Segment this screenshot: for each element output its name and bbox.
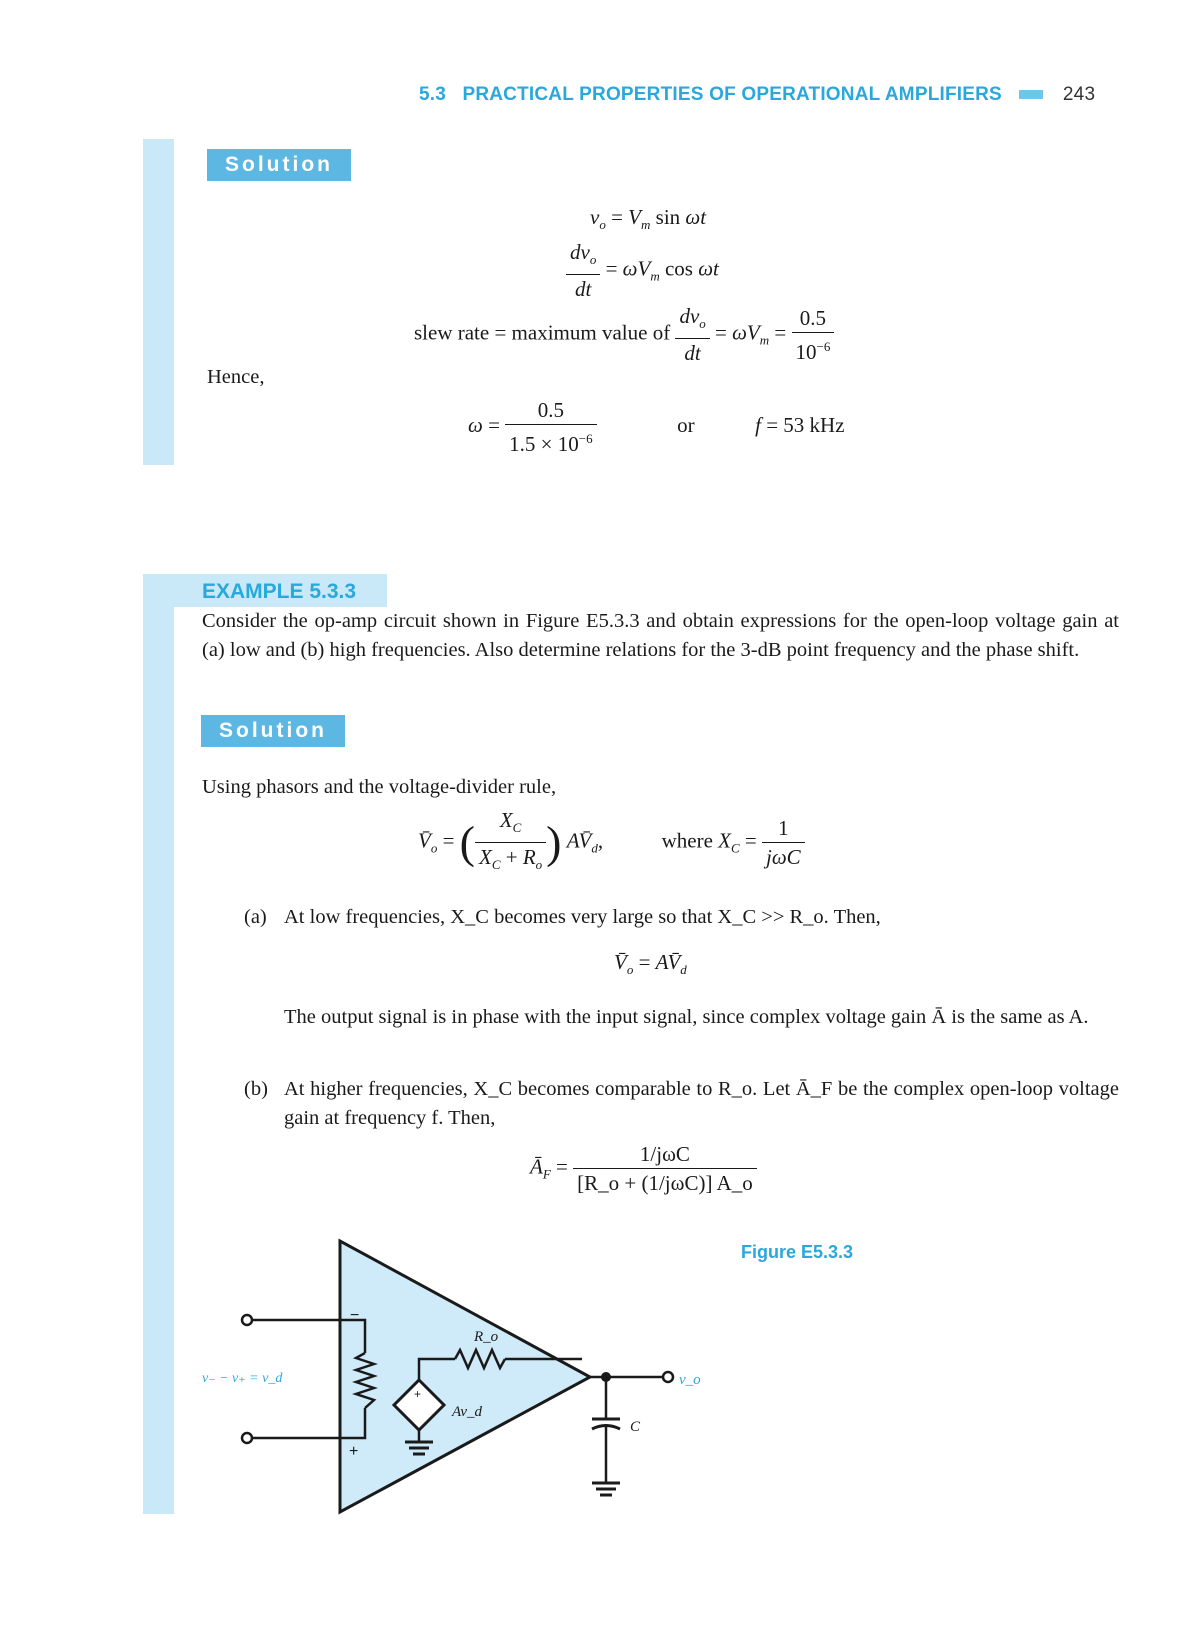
- equation-voltage-divider: $V̄_o$ = ( $\frac{X_C}{X_C + R_o}$ ) $AV̄_d$, where $X_C$ = $\frac{1}{\text{jωC}}$: [418, 806, 805, 879]
- slew-num: 0.5: [792, 304, 835, 333]
- equation-low-freq: $V̄_o$ = $AV̄_d$: [614, 950, 687, 978]
- part-a-text: At low frequencies, X_C becomes very large so that X_C >> R_o. Then,: [284, 906, 881, 928]
- solution-label-2: Solution: [201, 715, 345, 747]
- source-label: Av_d: [452, 1404, 482, 1420]
- solution-label-1: Solution: [207, 149, 351, 181]
- output-label: v_o: [679, 1372, 701, 1388]
- part-a-note: The output signal is in phase with the input signal, since complex voltage gain Ā is the same as A.: [284, 1006, 1089, 1028]
- af-num: 1/jωC: [573, 1140, 757, 1169]
- equation-vo: $v_o = V_m$ sin ωt: [590, 205, 707, 233]
- header-separator: [1019, 90, 1043, 99]
- svg-text:+: +: [414, 1387, 422, 1401]
- equation-derivative: $\frac{dv_o}{dt}$ = $\omega V_m$ cos ωt: [566, 238, 719, 303]
- part-a-label: (a): [244, 906, 267, 928]
- omega-num: 0.5: [505, 396, 596, 425]
- section-title: PRACTICAL PROPERTIES OF OPERATIONAL AMPLIFIERS: [462, 84, 1002, 105]
- solution-intro: Using phasors and the voltage-divider rule,: [202, 776, 557, 798]
- part-b-label: (b): [244, 1078, 268, 1100]
- output-terminal: [663, 1372, 673, 1382]
- ro-label: R_o: [474, 1329, 499, 1345]
- page-number: 243: [1062, 84, 1096, 105]
- hence-text: Hence,: [207, 366, 265, 388]
- input-label: v₋ − v₊ = v_d: [202, 1371, 283, 1386]
- example-label: EXAMPLE 5.3.3: [174, 574, 387, 607]
- op-amp-triangle: [340, 1241, 590, 1512]
- figure-caption: Figure E5.3.3: [741, 1242, 854, 1262]
- example-sidebar: [143, 574, 174, 1514]
- minus-sign: −: [350, 1307, 360, 1324]
- input-terminal-bottom: [242, 1433, 252, 1443]
- equation-slew-rate: slew rate = maximum value of $\frac{dv_o}{dt}$ = $\omega V_m$ = $\frac{0.5}{10^{-6}}$: [414, 302, 834, 367]
- equation-omega: ω = $\frac{0.5}{1.5 \times 10^{-6}}$ or f = 53 kHz: [468, 398, 845, 456]
- cap-ground-symbol: [592, 1483, 620, 1495]
- or-text: or: [677, 412, 695, 437]
- cap-label: C: [630, 1419, 641, 1435]
- example-statement: Consider the op-amp circuit shown in Figure E5.3.3 and obtain expressions for the open-loop voltage gain at (a) low and (b) high frequencies. Also determine relations for the 3-dB point frequency and the phase shift.: [202, 610, 1119, 661]
- part-b-text: At higher frequencies, X_C becomes comparable to R_o. Let Ā_F be the complex open-loop voltage gain at frequency f. Then,: [284, 1078, 1119, 1129]
- plus-sign: +: [349, 1443, 359, 1460]
- section-number: 5.3: [419, 84, 447, 105]
- where-text: where: [661, 828, 713, 853]
- af-den: [R_o + (1/jωC)] A_o: [577, 1171, 753, 1195]
- equation-high-freq: $Ā_F$ = $\frac{\text{1/jωC}}{\text{[R\_o + (1/jωC)] A\_o}}$: [530, 1140, 757, 1197]
- input-terminal-top: [242, 1315, 252, 1325]
- solution-sidebar-1: [143, 139, 174, 465]
- running-header: [419, 84, 1119, 106]
- slew-rate-text: slew rate = maximum value of: [414, 320, 671, 345]
